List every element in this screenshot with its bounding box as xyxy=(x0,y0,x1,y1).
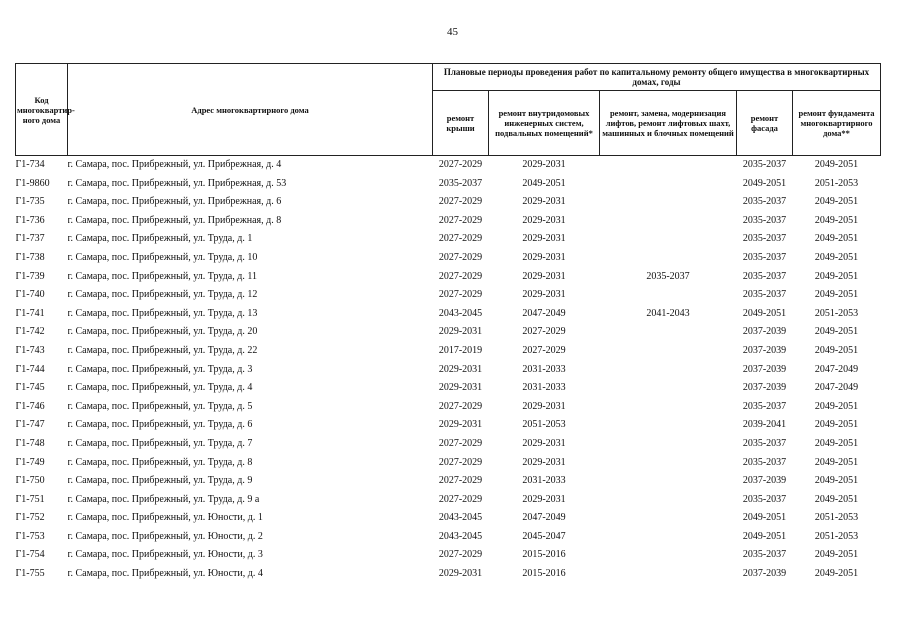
cell-lifts xyxy=(600,528,737,547)
cell-lifts xyxy=(600,398,737,417)
cell-facade: 2035-2037 xyxy=(742,549,787,561)
header-code: Код многоквартир-ного дома xyxy=(16,64,68,156)
cell-address: г. Самара, пос. Прибрежный, ул. Труда, д. 3 xyxy=(67,363,253,375)
cell-code: Г1-736 xyxy=(15,214,45,226)
table-row xyxy=(16,379,881,398)
cell-systems: 2029-2031 xyxy=(522,214,566,226)
cell-foundation: 2049-2051 xyxy=(814,344,859,356)
table-row xyxy=(16,323,881,342)
cell-lifts xyxy=(600,156,737,175)
cell-facade: 2035-2037 xyxy=(742,196,787,208)
cell-systems: 2029-2031 xyxy=(522,456,566,468)
cell-code: Г1-744 xyxy=(15,363,45,375)
cell-foundation: 2051-2053 xyxy=(814,530,859,542)
cell-address: г. Самара, пос. Прибрежный, ул. Прибрежная, д. 8 xyxy=(67,214,282,226)
cell-foundation: 2049-2051 xyxy=(814,270,859,282)
table-row xyxy=(16,416,881,435)
cell-systems: 2047-2049 xyxy=(522,512,566,524)
header-roof: ремонт крыши xyxy=(433,91,489,156)
table-row xyxy=(16,212,881,231)
cell-foundation: 2049-2051 xyxy=(814,437,859,449)
cell-roof: 2029-2031 xyxy=(438,568,483,580)
cell-foundation: 2047-2049 xyxy=(814,382,859,394)
cell-facade: 2037-2039 xyxy=(742,382,787,394)
table-row xyxy=(16,305,881,324)
cell-code: Г1-752 xyxy=(15,512,45,524)
cell-address: г. Самара, пос. Прибрежный, ул. Труда, д. 1 xyxy=(67,233,253,245)
cell-code: Г1-735 xyxy=(15,196,45,208)
table-row xyxy=(16,342,881,361)
cell-facade: 2037-2039 xyxy=(742,344,787,356)
cell-address: г. Самара, пос. Прибрежный, ул. Труда, д. 4 xyxy=(67,382,253,394)
cell-roof: 2029-2031 xyxy=(438,382,483,394)
cell-systems: 2029-2031 xyxy=(522,289,566,301)
cell-lifts xyxy=(600,342,737,361)
cell-facade: 2035-2037 xyxy=(737,156,793,175)
table-row xyxy=(16,249,881,268)
cell-address: г. Самара, пос. Прибрежный, ул. Прибрежная, д. 53 xyxy=(67,177,287,189)
cell-roof: 2027-2029 xyxy=(438,214,483,226)
cell-address: г. Самара, пос. Прибрежный, ул. Труда, д. 8 xyxy=(67,456,253,468)
cell-facade: 2049-2051 xyxy=(742,307,787,319)
cell-facade: 2035-2037 xyxy=(742,289,787,301)
cell-roof: 2027-2029 xyxy=(438,493,483,505)
cell-facade: 2037-2039 xyxy=(742,363,787,375)
cell-code: Г1-745 xyxy=(15,382,45,394)
cell-systems: 2031-2033 xyxy=(522,382,566,394)
cell-code: Г1-737 xyxy=(15,233,45,245)
table-row xyxy=(16,546,881,565)
cell-facade: 2049-2051 xyxy=(742,177,787,189)
cell-address: г. Самара, пос. Прибрежный, ул. Прибрежная, д. 6 xyxy=(67,196,282,208)
cell-lifts xyxy=(600,286,737,305)
cell-systems: 2031-2033 xyxy=(522,475,566,487)
cell-systems: 2029-2031 xyxy=(522,400,566,412)
cell-foundation: 2049-2051 xyxy=(814,549,859,561)
cell-lifts: 2035-2037 xyxy=(646,270,690,282)
cell-facade: 2035-2037 xyxy=(742,214,787,226)
cell-systems: 2029-2031 xyxy=(522,251,566,263)
cell-roof: 2027-2029 xyxy=(438,437,483,449)
cell-lifts xyxy=(600,509,737,528)
cell-systems: 2029-2031 xyxy=(522,233,566,245)
table-row xyxy=(16,528,881,547)
header-group: Плановые периоды проведения работ по капитальному ремонту общего имущества в многоквартирных домах, годы xyxy=(433,64,881,91)
cell-code: Г1-754 xyxy=(15,549,45,561)
cell-roof: 2029-2031 xyxy=(438,419,483,431)
cell-systems: 2029-2031 xyxy=(489,156,600,175)
cell-lifts xyxy=(600,565,737,584)
cell-address: г. Самара, пос. Прибрежный, ул. Труда, д. 9 xyxy=(67,475,253,487)
cell-roof: 2027-2029 xyxy=(438,475,483,487)
header-facade: ремонт фасада xyxy=(737,91,793,156)
cell-systems: 2027-2029 xyxy=(522,344,566,356)
table-row xyxy=(16,286,881,305)
cell-lifts xyxy=(600,416,737,435)
cell-facade: 2037-2039 xyxy=(742,475,787,487)
cell-code: Г1-740 xyxy=(15,289,45,301)
cell-facade: 2039-2041 xyxy=(742,419,787,431)
cell-address: г. Самара, пос. Прибрежный, ул. Труда, д. 5 xyxy=(67,400,253,412)
cell-lifts xyxy=(600,249,737,268)
cell-facade: 2035-2037 xyxy=(742,400,787,412)
cell-roof: 2029-2031 xyxy=(438,363,483,375)
cell-foundation: 2051-2053 xyxy=(814,307,859,319)
cell-address: г. Самара, пос. Прибрежный, ул. Труда, д. 22 xyxy=(67,344,258,356)
cell-foundation: 2051-2053 xyxy=(814,177,859,189)
cell-roof: 2029-2031 xyxy=(438,326,483,338)
cell-lifts xyxy=(600,546,737,565)
table-row xyxy=(16,509,881,528)
cell-lifts xyxy=(600,435,737,454)
cell-foundation: 2049-2051 xyxy=(814,400,859,412)
cell-roof: 2027-2029 xyxy=(438,289,483,301)
cell-systems: 2029-2031 xyxy=(522,270,566,282)
cell-facade: 2035-2037 xyxy=(742,233,787,245)
cell-code: Г1-753 xyxy=(15,530,45,542)
cell-roof: 2017-2019 xyxy=(438,344,483,356)
cell-roof: 2035-2037 xyxy=(438,177,483,189)
cell-code: Г1-749 xyxy=(15,456,45,468)
cell-systems: 2029-2031 xyxy=(522,493,566,505)
cell-systems: 2049-2051 xyxy=(522,177,566,189)
cell-facade: 2037-2039 xyxy=(742,326,787,338)
cell-lifts xyxy=(600,454,737,473)
cell-foundation: 2049-2051 xyxy=(814,214,859,226)
cell-systems: 2027-2029 xyxy=(522,326,566,338)
cell-lifts xyxy=(600,379,737,398)
cell-code: Г1-734 xyxy=(16,156,68,175)
table-row xyxy=(16,175,881,194)
cell-code: Г1-741 xyxy=(15,307,45,319)
cell-foundation: 2049-2051 xyxy=(814,289,859,301)
cell-address: г. Самара, пос. Прибрежный, ул. Труда, д. 9 а xyxy=(67,493,260,505)
cell-roof: 2027-2029 xyxy=(433,156,489,175)
cell-facade: 2049-2051 xyxy=(742,512,787,524)
cell-facade: 2035-2037 xyxy=(742,456,787,468)
cell-foundation: 2049-2051 xyxy=(814,456,859,468)
table-row xyxy=(16,156,881,175)
cell-address: г. Самара, пос. Прибрежный, ул. Юности, д. 3 xyxy=(67,549,263,561)
cell-address: г. Самара, пос. Прибрежный, ул. Труда, д. 11 xyxy=(67,270,257,282)
cell-lifts xyxy=(600,472,737,491)
cell-lifts xyxy=(600,175,737,194)
cell-roof: 2027-2029 xyxy=(438,456,483,468)
cell-code: Г1-751 xyxy=(15,493,45,505)
cell-foundation: 2047-2049 xyxy=(814,363,859,375)
cell-systems: 2029-2031 xyxy=(522,196,566,208)
cell-roof: 2043-2045 xyxy=(438,512,483,524)
header-systems: ремонт внутридомовых инженерных систем, подвальных помещений* xyxy=(489,91,600,156)
cell-address: г. Самара, пос. Прибрежный, ул. Юности, д. 4 xyxy=(67,568,263,580)
cell-code: Г1-739 xyxy=(15,270,45,282)
table-row xyxy=(16,491,881,510)
cell-foundation: 2051-2053 xyxy=(814,512,859,524)
table-row xyxy=(16,230,881,249)
table-row xyxy=(16,398,881,417)
cell-code: Г1-755 xyxy=(15,568,45,580)
cell-systems: 2015-2016 xyxy=(522,549,566,561)
cell-code: Г1-742 xyxy=(15,326,45,338)
cell-code: Г1-746 xyxy=(15,400,45,412)
cell-foundation: 2049-2051 xyxy=(814,196,859,208)
cell-roof: 2027-2029 xyxy=(438,549,483,561)
cell-address: г. Самара, пос. Прибрежный, ул. Труда, д. 7 xyxy=(67,437,253,449)
cell-foundation: 2049-2051 xyxy=(814,419,859,431)
cell-address: г. Самара, пос. Прибрежный, ул. Юности, д. 2 xyxy=(67,530,263,542)
cell-address: г. Самара, пос. Прибрежный, ул. Юности, д. 1 xyxy=(67,512,263,524)
cell-roof: 2027-2029 xyxy=(438,251,483,263)
cell-address: г. Самара, пос. Прибрежный, ул. Прибрежная, д. 4 xyxy=(68,156,433,175)
header-foundation: ремонт фундамента многоквартирного дома** xyxy=(793,91,881,156)
header-lifts: ремонт, замена, модернизация лифтов, ремонт лифтовых шахт, машинных и блочных помещений xyxy=(600,91,737,156)
cell-address: г. Самара, пос. Прибрежный, ул. Труда, д. 12 xyxy=(67,289,258,301)
cell-lifts xyxy=(600,230,737,249)
cell-systems: 2029-2031 xyxy=(522,437,566,449)
cell-facade: 2037-2039 xyxy=(742,568,787,580)
cell-roof: 2027-2029 xyxy=(438,196,483,208)
cell-address: г. Самара, пос. Прибрежный, ул. Труда, д. 10 xyxy=(67,251,258,263)
table-body xyxy=(16,156,881,584)
cell-roof: 2027-2029 xyxy=(438,400,483,412)
cell-code: Г1-743 xyxy=(15,344,45,356)
cell-foundation: 2049-2051 xyxy=(814,568,859,580)
cell-roof: 2043-2045 xyxy=(438,530,483,542)
cell-code: Г1-748 xyxy=(15,437,45,449)
cell-address: г. Самара, пос. Прибрежный, ул. Труда, д. 6 xyxy=(67,419,253,431)
cell-lifts xyxy=(600,212,737,231)
cell-code: Г1-9860 xyxy=(15,177,50,189)
cell-roof: 2043-2045 xyxy=(438,307,483,319)
cell-facade: 2035-2037 xyxy=(742,270,787,282)
cell-systems: 2015-2016 xyxy=(522,568,566,580)
cell-code: Г1-738 xyxy=(15,251,45,263)
cell-lifts xyxy=(600,361,737,380)
cell-systems: 2031-2033 xyxy=(522,363,566,375)
table-row xyxy=(16,472,881,491)
table-row xyxy=(16,454,881,473)
cell-lifts xyxy=(600,193,737,212)
cell-code: Г1-747 xyxy=(15,419,45,431)
cell-lifts xyxy=(600,491,737,510)
table-row xyxy=(16,435,881,454)
cell-lifts xyxy=(600,323,737,342)
table-row xyxy=(16,361,881,380)
cell-facade: 2035-2037 xyxy=(742,493,787,505)
cell-roof: 2027-2029 xyxy=(438,270,483,282)
cell-foundation: 2049-2051 xyxy=(793,156,881,175)
cell-facade: 2049-2051 xyxy=(742,530,787,542)
cell-address: г. Самара, пос. Прибрежный, ул. Труда, д. 13 xyxy=(67,307,258,319)
cell-systems: 2051-2053 xyxy=(522,419,566,431)
cell-facade: 2035-2037 xyxy=(742,437,787,449)
table-row xyxy=(16,193,881,212)
cell-address: г. Самара, пос. Прибрежный, ул. Труда, д. 20 xyxy=(67,326,258,338)
cell-roof: 2027-2029 xyxy=(438,233,483,245)
cell-foundation: 2049-2051 xyxy=(814,493,859,505)
cell-lifts: 2041-2043 xyxy=(646,307,690,319)
cell-foundation: 2049-2051 xyxy=(814,233,859,245)
cell-foundation: 2049-2051 xyxy=(814,326,859,338)
cell-foundation: 2049-2051 xyxy=(814,251,859,263)
header-address: Адрес многоквартирного дома xyxy=(68,64,433,156)
cell-facade: 2035-2037 xyxy=(742,251,787,263)
capital-repair-table xyxy=(15,63,881,584)
cell-systems: 2047-2049 xyxy=(522,307,566,319)
cell-code: Г1-750 xyxy=(15,475,45,487)
cell-foundation: 2049-2051 xyxy=(814,475,859,487)
page-number: 45 xyxy=(447,26,458,38)
cell-systems: 2045-2047 xyxy=(522,530,566,542)
table-row xyxy=(16,268,881,287)
table-row xyxy=(16,565,881,584)
